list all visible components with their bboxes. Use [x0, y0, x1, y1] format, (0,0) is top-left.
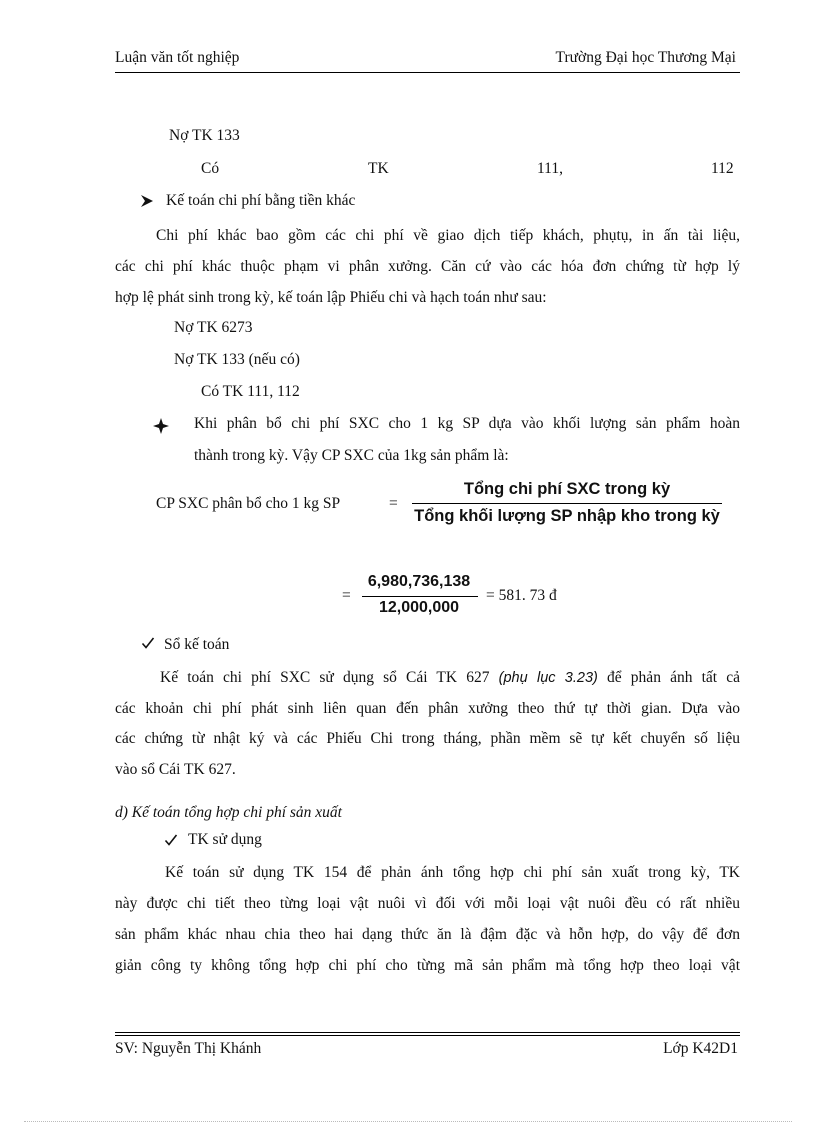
checkmark-icon — [141, 636, 155, 650]
footer-rule-top — [115, 1032, 740, 1033]
paragraph-line: sản phẩm khác nhau chia theo hai dạng thức ăn là đậm đặc và hỗn hợp, do vậy để đơn — [115, 926, 740, 943]
paragraph-line: Kế toán sử dụng TK 154 để phản ánh tổng hợp chi phí sản xuất trong kỳ, TK — [165, 864, 740, 881]
calc-equals: = — [342, 587, 351, 604]
paragraph-line: Khi phân bổ chi phí SXC cho 1 kg SP dựa vào khối lượng sản phẩm hoàn — [194, 415, 740, 432]
entry-line: Nợ TK 6273 — [174, 319, 253, 336]
paragraph-line: Chi phí khác bao gồm các chi phí về giao dịch tiếp khách, phụtụ, in ấn tài liệu, — [156, 227, 740, 244]
paragraph-line: thành trong kỳ. Vậy CP SXC của 1kg sản phẩm là: — [194, 447, 509, 464]
paragraph-line: các khoản chi phí phát sinh liên quan đến phân xưởng theo thứ tự thời gian. Dựa vào — [115, 700, 740, 717]
check-heading: TK sử dụng — [188, 831, 262, 848]
entry-credit-co: Có — [201, 160, 220, 177]
bullet-heading: Kế toán chi phí bằng tiền khác — [166, 192, 356, 209]
entry-credit-tk: TK — [368, 160, 389, 177]
entry-credit-account-1: 111, — [537, 160, 563, 177]
calc-numerator: 6,980,736,138 — [367, 573, 471, 590]
check-heading: Sổ kế toán — [164, 636, 230, 653]
formula-denominator: Tổng khối lượng SP nhập kho trong kỳ — [414, 507, 720, 525]
formula-numerator: Tổng chi phí SXC trong kỳ — [463, 480, 671, 498]
formula-label: CP SXC phân bổ cho 1 kg SP — [156, 495, 341, 512]
fraction-line — [412, 503, 722, 504]
paragraph-line: vào sổ Cái TK 627. — [115, 761, 236, 778]
calc-result: = 581. 73 đ — [486, 587, 557, 604]
section-heading: d) Kế toán tổng hợp chi phí sản xuất — [115, 804, 342, 821]
paragraph-line: hợp lệ phát sinh trong kỳ, kế toán lập Phiếu chi và hạch toán như sau: — [115, 289, 547, 306]
header-left: Luận văn tốt nghiệp — [115, 49, 240, 66]
footer-rule-bottom — [115, 1035, 740, 1036]
arrow-bullet-icon — [140, 194, 154, 208]
entry-line: Có TK 111, 112 — [201, 383, 300, 400]
paragraph-line: các chi phí khác thuộc phạm vi phân xưởng. Căn cứ vào các hóa đơn chứng từ hợp lý — [115, 258, 740, 275]
header-rule — [115, 72, 740, 73]
header-right: Trường Đại học Thương Mại — [555, 49, 736, 66]
page-edge-dots — [24, 1121, 792, 1122]
entry-debit: Nợ TK 133 — [169, 127, 240, 144]
formula-equals: = — [389, 495, 398, 512]
entry-line: Nợ TK 133 (nếu có) — [174, 351, 300, 368]
calc-fraction-line — [362, 596, 478, 597]
paragraph-line: các chứng từ nhật ký và các Phiếu Chi trong tháng, phần mềm sẽ tự kết chuyển số liệu — [115, 730, 740, 747]
paragraph-line: giản công ty không tổng hợp chi phí cho từng mã sản phẩm mà tổng hợp theo loại vật — [115, 957, 740, 974]
entry-credit-account-2: 112 — [711, 160, 734, 177]
diamond-bullet-icon — [153, 418, 169, 434]
checkmark-icon — [164, 833, 178, 847]
footer-left: SV: Nguyễn Thị Khánh — [115, 1040, 262, 1057]
calc-denominator: 12,000,000 — [378, 599, 460, 616]
footer-right: Lớp K42D1 — [663, 1040, 738, 1057]
paragraph-line: Kế toán chi phí SXC sử dụng sổ Cái TK 627 (phụ lục 3.23) để phản ánh tất cả — [160, 669, 741, 686]
paragraph-line: này được chi tiết theo từng loại vật nuôi vì đối với mỗi loại vật nuôi đều có rất nhiều — [115, 895, 740, 912]
